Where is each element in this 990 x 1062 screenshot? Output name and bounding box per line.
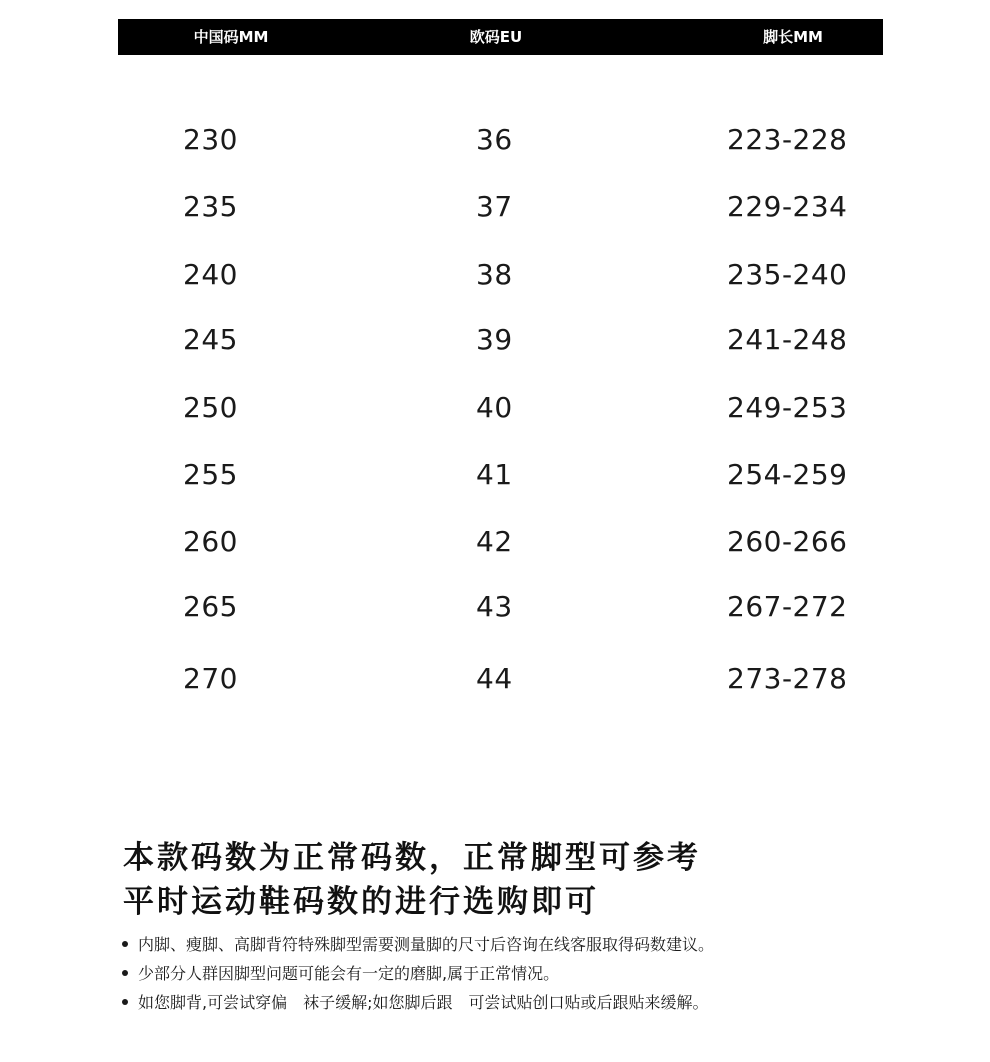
tip-text: 内脚、瘦脚、高脚背符特殊脚型需要测量脚的尺寸后咨询在线客服取得码数建议。 <box>138 935 715 954</box>
list-item <box>122 988 962 1017</box>
eu-size-cell: 38 <box>476 258 513 291</box>
eu-size-cell: 40 <box>476 391 513 424</box>
bullet-dot-icon <box>122 970 128 976</box>
cn-size-cell: 265 <box>183 590 238 623</box>
eu-size-cell: 37 <box>476 190 513 223</box>
foot-length-cell: 229-234 <box>727 190 848 223</box>
foot-length-cell: 267-272 <box>727 590 848 623</box>
table-row <box>0 120 990 160</box>
cn-size-cell: 255 <box>183 458 238 491</box>
eu-size-cell: 42 <box>476 525 513 558</box>
list-item <box>122 930 962 959</box>
foot-length-cell: 241-248 <box>727 323 848 356</box>
foot-length-cell: 254-259 <box>727 458 848 491</box>
notice-line-1: 本款码数为正常码数，正常脚型可参考 <box>123 840 701 876</box>
tips-list <box>122 930 962 1017</box>
notice-line-2: 平时运动鞋码数的进行选购即可 <box>123 884 599 920</box>
cn-size-cell: 270 <box>183 662 238 695</box>
foot-length-cell: 249-253 <box>727 391 848 424</box>
cn-size-cell: 230 <box>183 123 238 156</box>
table-row <box>0 659 990 699</box>
tip-text: 少部分人群因脚型问题可能会有一定的磨脚,属于正常情况。 <box>138 964 560 983</box>
table-row <box>0 388 990 428</box>
eu-size-cell: 36 <box>476 123 513 156</box>
foot-length-cell: 273-278 <box>727 662 848 695</box>
table-row <box>0 187 990 227</box>
list-item <box>122 959 962 988</box>
table-row <box>0 455 990 495</box>
eu-size-cell: 39 <box>476 323 513 356</box>
cn-size-cell: 240 <box>183 258 238 291</box>
header-cn-size: 中国码MM <box>193 28 269 46</box>
cn-size-cell: 245 <box>183 323 238 356</box>
cn-size-cell: 260 <box>183 525 238 558</box>
tip-text: 如您脚背,可尝试穿偏 袜子缓解;如您脚后跟 可尝试贴创口贴或后跟贴来缓解。 <box>138 993 709 1012</box>
eu-size-cell: 43 <box>476 590 513 623</box>
foot-length-cell: 235-240 <box>727 258 848 291</box>
bullet-dot-icon <box>122 999 128 1005</box>
bullet-dot-icon <box>122 941 128 947</box>
header-eu-size: 欧码EU <box>469 28 523 46</box>
eu-size-cell: 41 <box>476 458 513 491</box>
foot-length-cell: 260-266 <box>727 525 848 558</box>
cn-size-cell: 250 <box>183 391 238 424</box>
cn-size-cell: 235 <box>183 190 238 223</box>
header-foot-length: 脚长MM <box>763 28 823 46</box>
table-row <box>0 320 990 360</box>
table-row <box>0 255 990 295</box>
eu-size-cell: 44 <box>476 662 513 695</box>
sizing-notice <box>123 836 883 924</box>
foot-length-cell: 223-228 <box>727 123 848 156</box>
table-row <box>0 587 990 627</box>
table-row <box>0 522 990 562</box>
